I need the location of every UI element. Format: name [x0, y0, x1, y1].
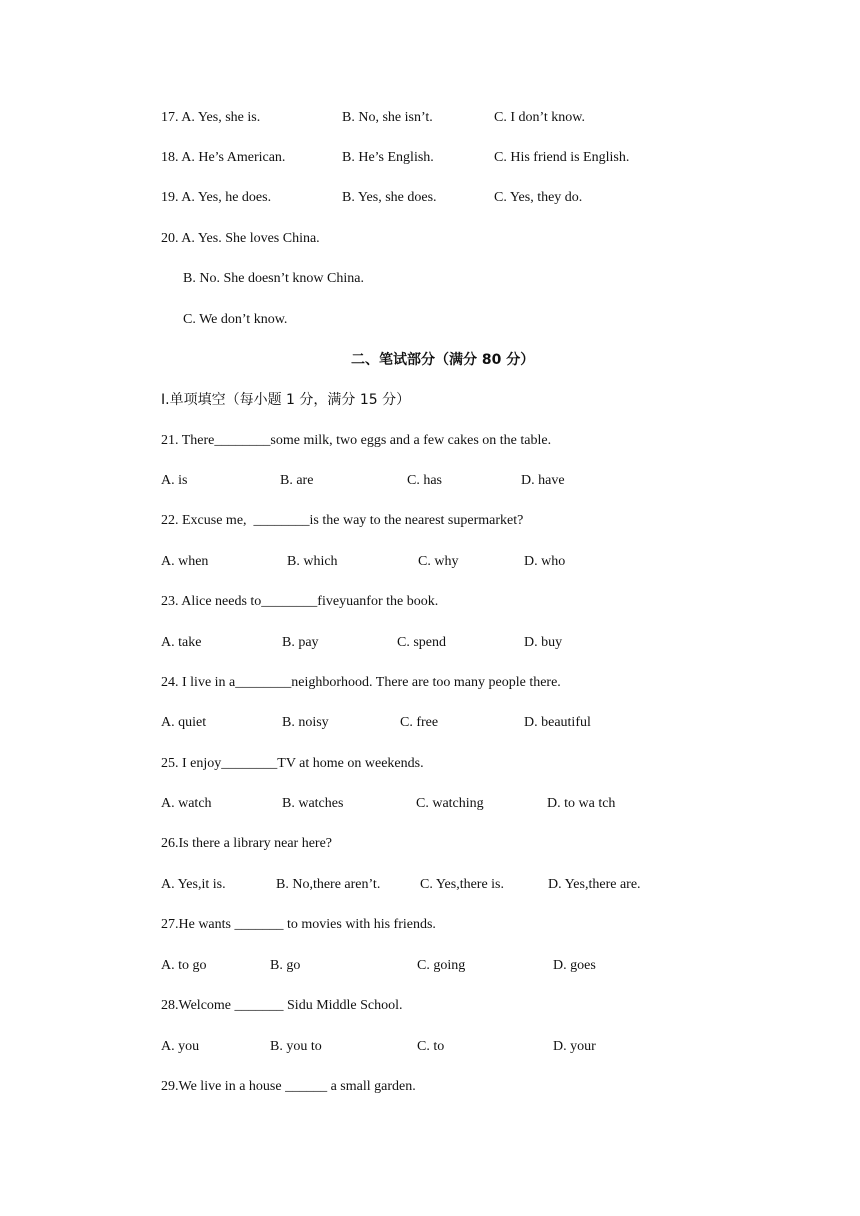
question-stem: 29.We live in a house ______ a small garden. — [161, 1079, 416, 1094]
option-a: A. watch — [161, 796, 212, 811]
q18-option-a: 18. A. He’s American. — [161, 150, 286, 165]
option-b: B. pay — [282, 635, 319, 650]
option-d: D. your — [553, 1039, 596, 1054]
q17-option-b: B. No, she isn’t. — [342, 110, 433, 125]
option-c: C. why — [418, 554, 459, 569]
option-d: D. buy — [524, 635, 563, 650]
option-c: C. free — [400, 715, 439, 730]
option-d: D. who — [524, 554, 566, 569]
q18-option-c: C. His friend is English. — [494, 150, 630, 165]
option-a: A. to go — [161, 958, 207, 973]
q17-option-a: 17. A. Yes, she is. — [161, 110, 261, 125]
option-d: D. Yes,there are. — [548, 877, 641, 892]
option-a: A. Yes,it is. — [161, 877, 226, 892]
q19-option-b: B. Yes, she does. — [342, 190, 437, 205]
q20-option-a: 20. A. Yes. She loves China. — [161, 231, 320, 246]
q20-option-c: C. We don’t know. — [183, 312, 288, 327]
option-a: A. when — [161, 554, 209, 569]
option-a: A. you — [161, 1039, 200, 1054]
option-b: B. which — [287, 554, 338, 569]
option-b: B. No,there aren’t. — [276, 877, 381, 892]
question-stem: 28.Welcome _______ Sidu Middle School. — [161, 998, 403, 1013]
question-stem: 24. I live in a________neighborhood. There are too many people there. — [161, 675, 561, 690]
option-c: C. has — [407, 473, 442, 488]
option-c: C. Yes,there is. — [420, 877, 505, 892]
question-stem: 26.Is there a library near here? — [161, 836, 333, 851]
option-c: C. going — [417, 958, 466, 973]
question-stem: 22. Excuse me, ________is the way to the nearest supermarket? — [161, 513, 524, 528]
q18-option-b: B. He’s English. — [342, 150, 434, 165]
q17-option-c: C. I don’t know. — [494, 110, 585, 125]
q19-option-c: C. Yes, they do. — [494, 190, 583, 205]
option-c: C. spend — [397, 635, 446, 650]
option-d: D. have — [521, 473, 565, 488]
option-b: B. you to — [270, 1039, 322, 1054]
q20-option-b: B. No. She doesn’t know China. — [183, 271, 364, 286]
option-b: B. are — [280, 473, 314, 488]
option-d: D. goes — [553, 958, 596, 973]
option-b: B. go — [270, 958, 301, 973]
question-stem: 25. I enjoy________TV at home on weekends. — [161, 756, 424, 771]
option-a: A. is — [161, 473, 188, 488]
section-title: 二、笔试部分（满分 80 分） — [351, 352, 535, 368]
option-c: C. to — [417, 1039, 445, 1054]
option-a: A. take — [161, 635, 202, 650]
part-title: Ⅰ.单项填空（每小题 1 分，满分 15 分） — [161, 392, 411, 408]
option-d: D. to wa tch — [547, 796, 616, 811]
option-b: B. noisy — [282, 715, 329, 730]
question-stem: 21. There________some milk, two eggs and a few cakes on the table. — [161, 433, 552, 448]
q19-option-a: 19. A. Yes, he does. — [161, 190, 272, 205]
option-a: A. quiet — [161, 715, 207, 730]
option-c: C. watching — [416, 796, 484, 811]
question-stem: 23. Alice needs to________fiveyuanfor the book. — [161, 594, 439, 609]
question-stem: 27.He wants _______ to movies with his friends. — [161, 917, 436, 932]
option-d: D. beautiful — [524, 715, 591, 730]
option-b: B. watches — [282, 796, 344, 811]
